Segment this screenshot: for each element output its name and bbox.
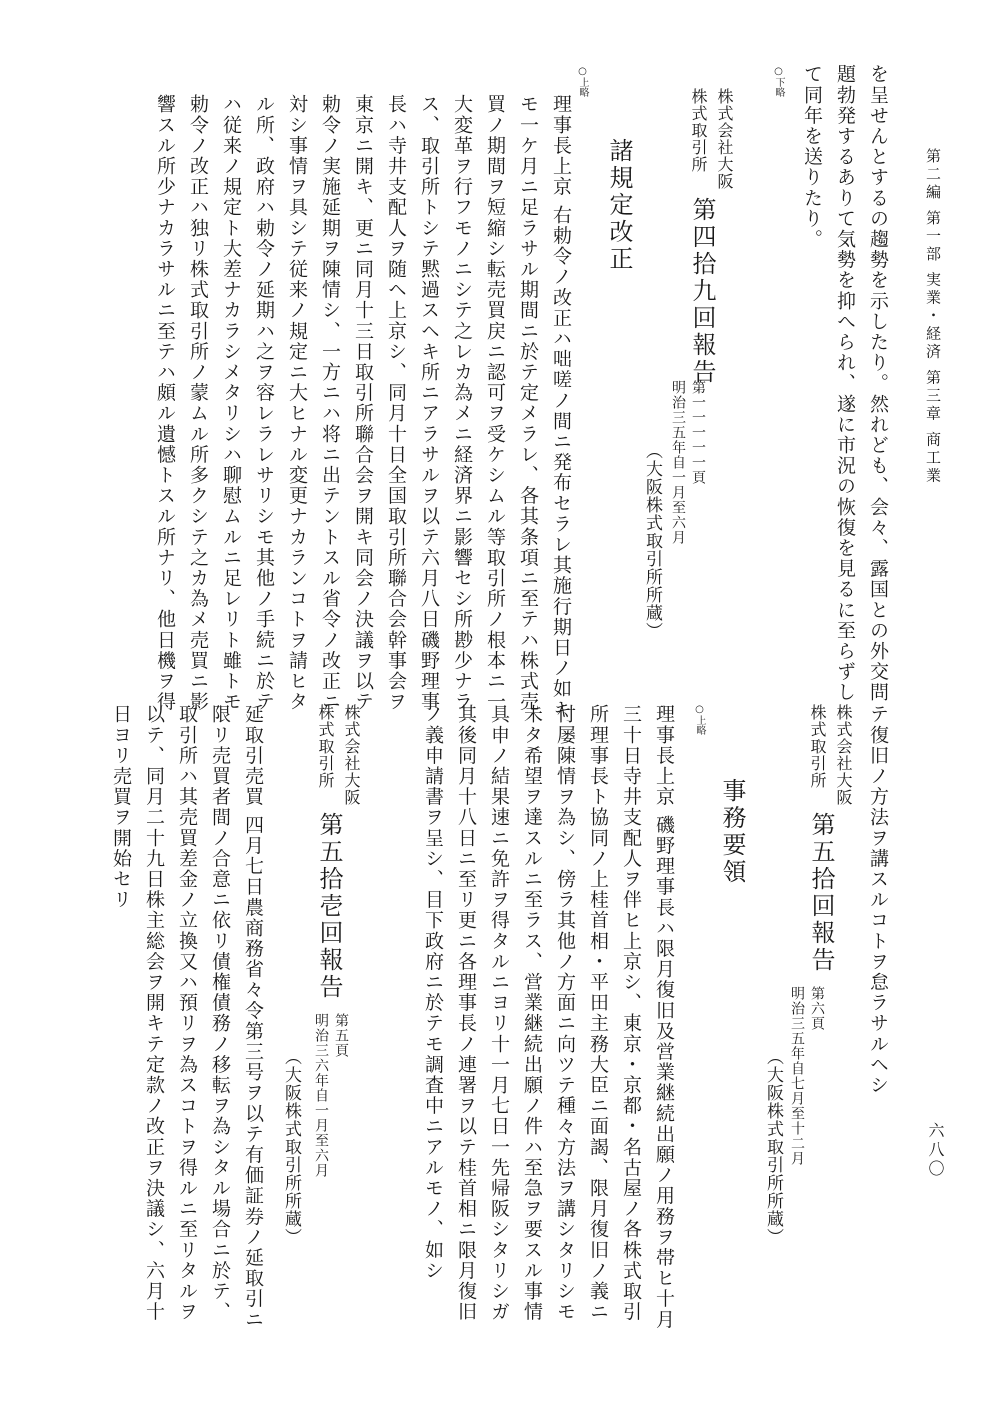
- body-line: 取引所ハ其売買差金ノ立換又ハ預リヲ為スコトヲ得ルニ至リタルヲ: [176, 704, 198, 1322]
- issuer-name-line2: 株式取引所: [316, 704, 335, 789]
- body-line: 勅令ノ改正ハ独リ株式取引所ノ蒙ムル所多クシテ之カ為メ売買ニ影: [187, 94, 209, 712]
- body-line: ハ従来ノ規定ト大差ナカラシメタリシハ聊慰ムルニ足レリト雖トモ: [220, 94, 242, 712]
- report-title: 第五拾回報告: [807, 812, 835, 974]
- body-line: ノ義申請書ヲ呈シ、目下政府ニ於テモ調査中ニアルモノ、如シ: [422, 704, 444, 1281]
- body-line: 延取引売買 四月七日農商務省々令第三号ヲ以テ有価証券ノ延取引ニ: [242, 704, 264, 1330]
- issuer-block: [690, 88, 732, 190]
- source-note: （大阪株式取引所所蔵）: [281, 1048, 301, 1246]
- continuation-line: テ復旧ノ方法ヲ講スルコトヲ怠ラサルヘシ: [867, 704, 889, 1096]
- body-line: 以テ、同月二十九日株主総会ヲ開キテ定款ノ改正ヲ決議シ、六月十: [143, 704, 165, 1322]
- body-line: ル所、政府ハ勅令ノ延期ハ之ヲ容レラレサリシモ其他ノ手続ニ於テ: [253, 94, 275, 712]
- section-heading: 諸規定改正: [605, 138, 633, 273]
- issuer-block: [809, 704, 851, 806]
- issuer-name-line2: 株式取引所: [689, 88, 708, 173]
- omit-mark-above: ○上略: [577, 66, 588, 97]
- intro-line: 題勃発するありて気勢を抑へられ、遂に市況の恢復を見るに至らずし: [834, 64, 856, 703]
- body-line: 東京ニ開キ、更ニ同月十三日取引所聯合会ヲ開キ同会ノ決議ヲ以テ: [352, 94, 374, 712]
- pages-ref-line1: 第六頁: [809, 986, 825, 1031]
- body-line: 理事長上京 磯野理事長ハ限月復旧及営業継続出願ノ用務ヲ帯ヒ十月: [653, 704, 675, 1330]
- page-number: 六八〇: [926, 1122, 945, 1179]
- body-line: 長ハ寺井支配人ヲ随ヘ上京シ、同月十日全国取引所聯合会幹事会ヲ: [385, 94, 407, 712]
- body-line: 其後同月十八日ニ至リ更ニ各理事長ノ連署ヲ以テ桂首相ニ限月復旧: [455, 704, 477, 1322]
- issuer-name-line1: 株式会社大阪: [715, 88, 734, 190]
- issuer-name-line1: 株式会社大阪: [834, 704, 853, 806]
- issuer-name-line2: 株式取引所: [808, 704, 827, 789]
- body-line: ス、取引所トシテ黙過スヘキ所ニアラサルヲ以テ六月八日磯野理事: [418, 94, 440, 712]
- pages-ref-line2: 明治三五年自七月至十二月: [789, 986, 805, 1166]
- issuer-block: [317, 704, 359, 806]
- body-line: モ一ケ月ニ足ラサル期間ニ於テ定メラレ、各其条項ニ至テハ株式売: [517, 94, 539, 712]
- omit-mark-below: ○下略: [773, 66, 784, 97]
- pages-ref-line2: 明治三六年自一月至六月: [313, 1013, 329, 1178]
- body-line: 付屡陳情ヲ為シ、傍ラ其他ノ方面ニ向ツテ種々方法ヲ講シタリシモ: [554, 704, 576, 1322]
- issuer-name-line1: 株式会社大阪: [342, 704, 361, 806]
- pages-ref-line1: 第五頁: [333, 1013, 349, 1058]
- section-heading: 事務要領: [718, 778, 746, 886]
- pages-ref-line2: 明治三五年自一月至六月: [670, 380, 686, 545]
- body-line: 三十日寺井支配人ヲ伴ヒ上京シ、東京・京都・名古屋ノ各株式取引: [620, 704, 642, 1322]
- intro-line: て同年を送りたり。: [801, 64, 823, 250]
- body-line: 所理事長ト協同ノ上桂首相・平田主務大臣ニ面謁、限月復旧ノ義ニ: [587, 704, 609, 1322]
- body-line: 日ヨリ売買ヲ開始セリ: [110, 704, 132, 910]
- running-head: 第二編 第一部 実業・経済 第三章 商工業: [924, 148, 942, 486]
- body-line: 勅令ノ実施延期ヲ陳情シ、一方ニハ将ニ出テントスル省令ノ改正ニ: [319, 94, 341, 712]
- body-line: 対シ事情ヲ具シテ従来ノ規定ニ大ヒナル変更ナカランコトヲ請ヒタ: [286, 94, 308, 712]
- body-line: 響スル所少ナカラサルニ至テハ頗ル遺憾トスル所ナリ、他日機ヲ得: [154, 94, 176, 712]
- body-line: 買ノ期間ヲ短縮シ転売買戻ニ認可ヲ受ケシムル等取引所ノ根本ニ一: [484, 94, 506, 712]
- body-line: 未タ希望ヲ達スルニ至ラス、営業継続出願ノ件ハ至急ヲ要スル事情: [521, 704, 543, 1322]
- report-title: 第五拾壱回報告: [315, 812, 343, 1001]
- source-note: （大阪株式取引所所蔵）: [763, 1048, 783, 1246]
- report-title: 第四拾九回報告: [688, 197, 716, 386]
- body-line: 具申ノ結果速ニ免許ヲ得タルニヨリ十一月七日一先帰阪シタリシガ: [488, 704, 510, 1322]
- omit-mark-above: ○上略: [694, 704, 705, 735]
- pages-ref-line1: 第一一一一一頁: [690, 380, 706, 485]
- body-line: 大変革ヲ行フモノニシテ之レカ為メニ経済界ニ影響セシ所尠少ナラ: [451, 94, 473, 712]
- intro-line: を呈せんとするの趨勢を示したり。然れども、会々、露国との外交問: [867, 64, 889, 703]
- body-line: 限リ売買者間ノ合意ニ依リ債権債務ノ移転ヲ為シタル場合ニ於テ、: [209, 704, 231, 1322]
- source-note: （大阪株式取引所所蔵）: [642, 442, 662, 640]
- body-line: 理事長上京 右勅令ノ改正ハ咄嗟ノ間ニ発布セラレ其施行期日ノ如キ: [550, 94, 572, 720]
